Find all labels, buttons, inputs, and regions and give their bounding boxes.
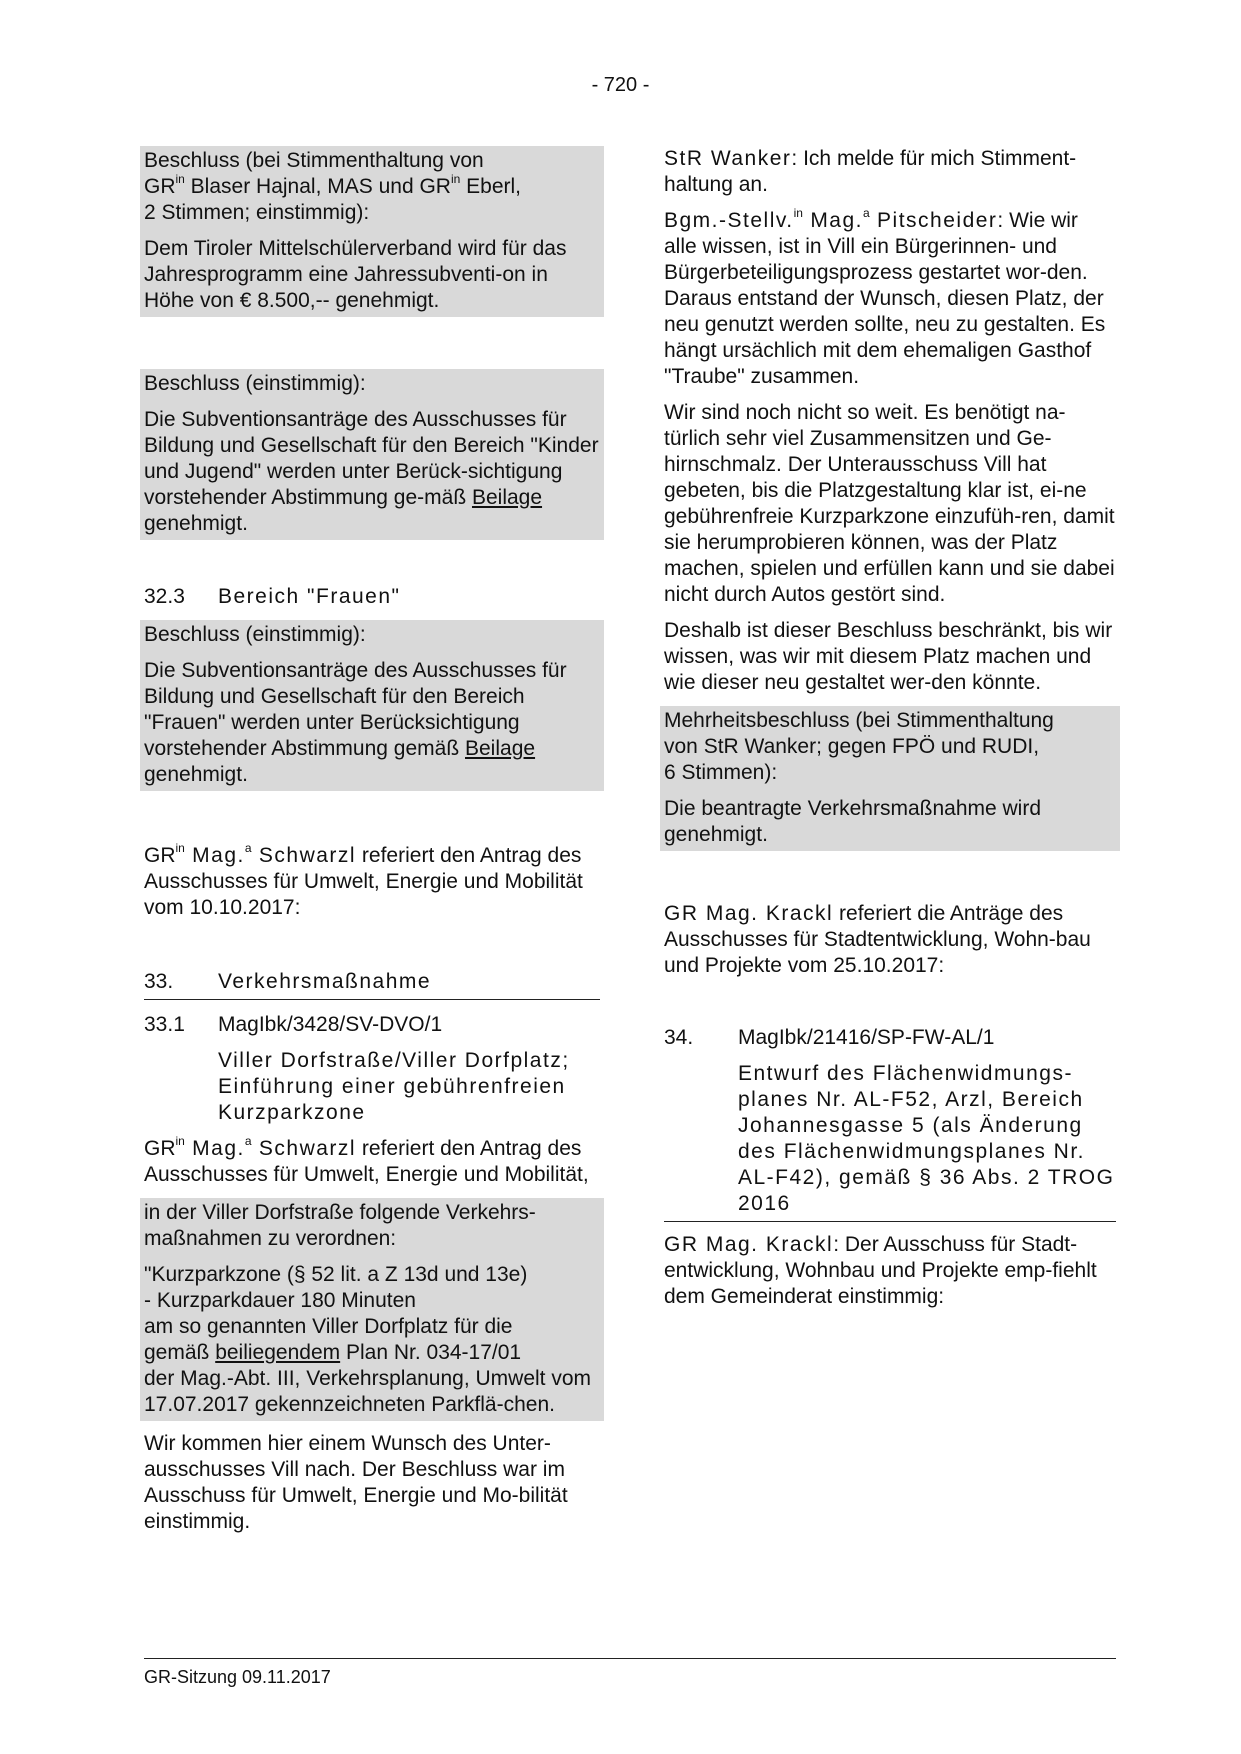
resolution-heading: Beschluss (einstimmig):: [144, 623, 366, 646]
statement-krackl: GR Mag. Krackl: Der Ausschuss für Stadt-entwicklung, Wohnbau und Projekte emp-fiehlt dem Gemeinderat einstimmig:: [664, 1233, 1097, 1308]
section-title: Verkehrsmaßnahme: [218, 970, 432, 993]
resolution-heading: Mehrheitsbeschluss (bei Stimmenthaltung von StR Wanker; gegen FPÖ und RUDI, 6 Stimmen):: [664, 709, 1054, 784]
resolution-box-4: [660, 706, 1120, 851]
report-intro: $GR^{in}$ Mag.$^a$ Schwarzl referiert den Antrag des Ausschusses für Umwelt, Energie und Mobilität,: [144, 1134, 589, 1186]
attachment-link[interactable]: Beilage: [465, 737, 536, 760]
resolution-box-3: [140, 620, 604, 791]
section-title: Bereich "Frauen": [218, 585, 401, 608]
resolution-text: Die beantragte Verkehrsmaßnahme wird genehmigt.: [664, 797, 1042, 846]
statement-pitscheider: Bgm.-Stellv.$^{in}$ Mag.$^a$ Pitscheider: Wie wir alle wissen, ist in Vill ein Bürgerinnen- und Bürgerbeteiligungsprozess gestartet wor-den. Daraus entstand der Wunsch, diesen Platz, der neu genutzt werden sollte, neu zu gestalten. Es hängt ursächlich mit dem ehemaligen Gasthof "Traube" zusammen.: [664, 206, 1106, 388]
resolution-heading: Beschluss (einstimmig):: [144, 372, 366, 395]
statement-text: Deshalb ist dieser Beschluss beschränkt, bis wir wissen, was wir mit diesem Platz machen und wie dieser neu gestaltet wer-den könnte.: [664, 619, 1113, 694]
section-number: 32.3: [144, 585, 185, 608]
statement-text: Wir sind noch nicht so weit. Es benötigt na-türlich sehr viel Zusammensitzen und Ge-hirnschmalz. Der Unterausschuss Vill hat gebeten, bis die Platzgestaltung klar ist, ei-ne gebührenfreie Kurzparkzone einzufüh-ren, damit sie herumprobieren können, was der Platz machen, spielen und erfüllen kann und sie dabei nicht durch Autos gestört sind.: [664, 401, 1115, 606]
section-33-1-heading: [144, 1012, 600, 1038]
resolution-text: Die Subventionsanträge des Ausschusses für Bildung und Gesellschaft für den Bereich "Kinder und Jugend" werden unter Berück-sichtigung vorstehender Abstimmung ge-mäß Beilage genehmigt.: [144, 408, 599, 535]
section-number: 33.1: [144, 1013, 185, 1036]
report-intro: GR Mag. Krackl referiert die Anträge des Ausschusses für Stadtentwicklung, Wohn-bau und Projekte vom 25.10.2017:: [664, 902, 1091, 977]
section-number: 33.: [144, 970, 174, 993]
resolution-box-2: [140, 369, 604, 540]
section-subtitle: Entwurf des Flächenwidmungs-planes Nr. AL-F52, Arzl, Bereich Johannesgasse 5 (als Änderung des Flächenwidmungsplanes Nr. AL-F42), gemäß § 36 Abs. 2 TROG 2016: [738, 1062, 1115, 1215]
section-title: MagIbk/3428/SV-DVO/1: [218, 1013, 443, 1036]
statement-text: Wir kommen hier einem Wunsch des Unter-ausschusses Vill nach. Der Beschluss war im Ausschuss für Umwelt, Energie und Mo-bilität einstimmig.: [144, 1432, 568, 1533]
resolution-text: Die Subventionsanträge des Ausschusses für Bildung und Gesellschaft für den Bereich "Frauen" werden unter Berücksichtigung vorstehender Abstimmung gemäß Beilage genehmigt.: [144, 659, 567, 786]
plan-link[interactable]: beiliegendem: [215, 1341, 341, 1364]
left-column: [144, 146, 600, 1535]
footer-divider: [144, 1658, 1116, 1659]
section-34-subtitle-block: [664, 1061, 1116, 1222]
motion-box: [140, 1198, 604, 1421]
report-intro: $GR^{in}$ Mag.$^a$ Schwarzl referiert den Antrag des Ausschusses für Umwelt, Energie und Mobilität vom 10.10.2017:: [144, 841, 583, 919]
section-subtitle: Viller Dorfstraße/Viller Dorfplatz; Einführung einer gebührenfreien Kurzparkzone: [218, 1049, 570, 1124]
resolution-text: Dem Tiroler Mittelschülerverband wird für das Jahresprogramm eine Jahressubventi-on in Höhe von € 8.500,-- genehmigt.: [144, 237, 567, 312]
section-number: 34.: [664, 1026, 694, 1049]
attachment-link[interactable]: Beilage: [471, 486, 543, 509]
ordinance-text: "Kurzparkzone (§ 52 lit. a Z 13d und 13e) - Kurzparkdauer 180 Minuten am so genannten Viller Dorfplatz für die gemäß beiliegendem Plan Nr. 034-17/01 der Mag.-Abt. III, Verkehrsplanung, Umwelt vom 17.07.2017 gekennzeichneten Parkflä-chen.: [144, 1263, 592, 1416]
right-column: [664, 146, 1116, 1310]
footer-text: GR-Sitzung 09.11.2017: [144, 1667, 331, 1687]
section-title: MagIbk/21416/SP-FW-AL/1: [738, 1026, 995, 1049]
motion-text: in der Viller Dorfstraße folgende Verkehrs-maßnahmen zu verordnen:: [144, 1201, 536, 1250]
section-34-heading: [664, 1025, 1116, 1051]
section-32-3-heading: [144, 584, 600, 610]
statement-wanker: StR Wanker: Ich melde für mich Stimment-haltung an.: [664, 147, 1077, 196]
page-number: - 720 -: [591, 74, 650, 96]
resolution-box-1: [140, 146, 604, 317]
resolution-heading: Beschluss (bei Stimmenthaltung von $GR^{in}$ Blaser Hajnal, MAS und $GR^{in}$ Eberl, 2 Stimmen; einstimmig):: [144, 149, 521, 224]
section-33-heading: [144, 969, 600, 1000]
